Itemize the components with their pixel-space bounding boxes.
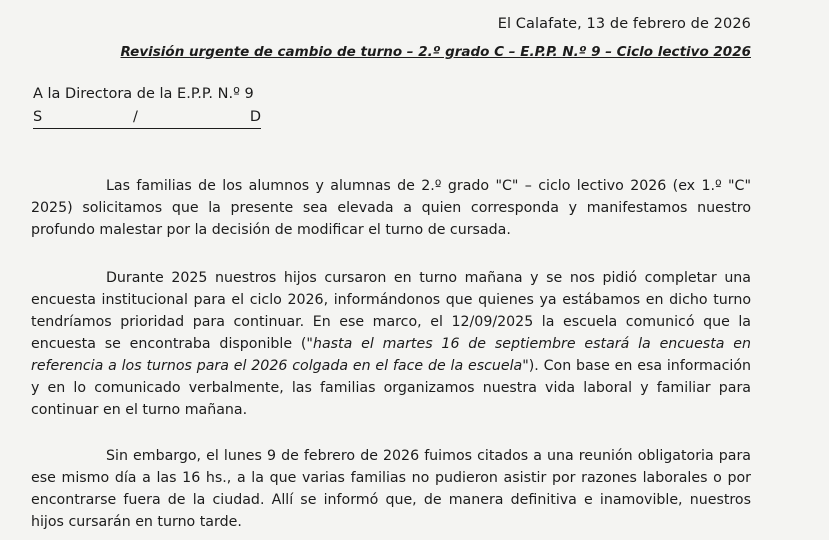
place-date: El Calafate, 13 de febrero de 2026 <box>497 16 751 32</box>
su-despacho-line <box>33 109 261 127</box>
paragraph-2-quote: "hasta el martes 16 de septiembre estará la encuesta en referencia a los turnos para el 2026 colgada en el face de la escuela" <box>31 336 751 374</box>
sd-underline <box>33 128 261 129</box>
sd-d: D <box>249 109 261 125</box>
paragraph-1: Las familias de los alumnos y alumnas de 2.º grado "C" – ciclo lectivo 2026 (ex 1.º "C" 2025) solicitamos que la presente sea elevada a quien corresponda y manifestamos nuestro profundo malestar por la decisión de modificar el turno de cursada. <box>31 178 751 238</box>
paragraph-2-end: ). Con base en esa información y en lo comunicado verbalmente, las familias organizamos nuestra vida laboral y familiar para continuar en el turno mañana. <box>31 358 751 418</box>
sd-s: S <box>33 109 43 125</box>
paragraph-2 <box>31 267 751 421</box>
sd-slash: / <box>133 109 138 125</box>
letter-subject: Revisión urgente de cambio de turno – 2.º grado C – E.P.P. N.º 9 – Ciclo lectivo 2026 <box>120 44 751 60</box>
addressee: A la Directora de la E.P.P. N.º 9 <box>33 86 254 102</box>
paragraph-3: Sin embargo, el lunes 9 de febrero de 2026 fuimos citados a una reunión obligatoria para ese mismo día a las 16 hs., a la que varias familias no pudieron asistir por razones laborales o por encontrarse fuera de la ciudad. Allí se informó que, de manera definitiva e inamovible, nuestros hijos cursarán en turno tarde. <box>31 448 751 530</box>
paragraph-2-start: Durante 2025 nuestros hijos cursaron en turno mañana y se nos pidió completar una encuesta institucional para el ciclo 2026, informándonos que quienes ya estábamos en dicho turno tendríamos prioridad para continuar. En ese marco, el 12/09/2025 la escuela comunicó que la encuesta se encontraba disponible ( <box>31 270 751 352</box>
